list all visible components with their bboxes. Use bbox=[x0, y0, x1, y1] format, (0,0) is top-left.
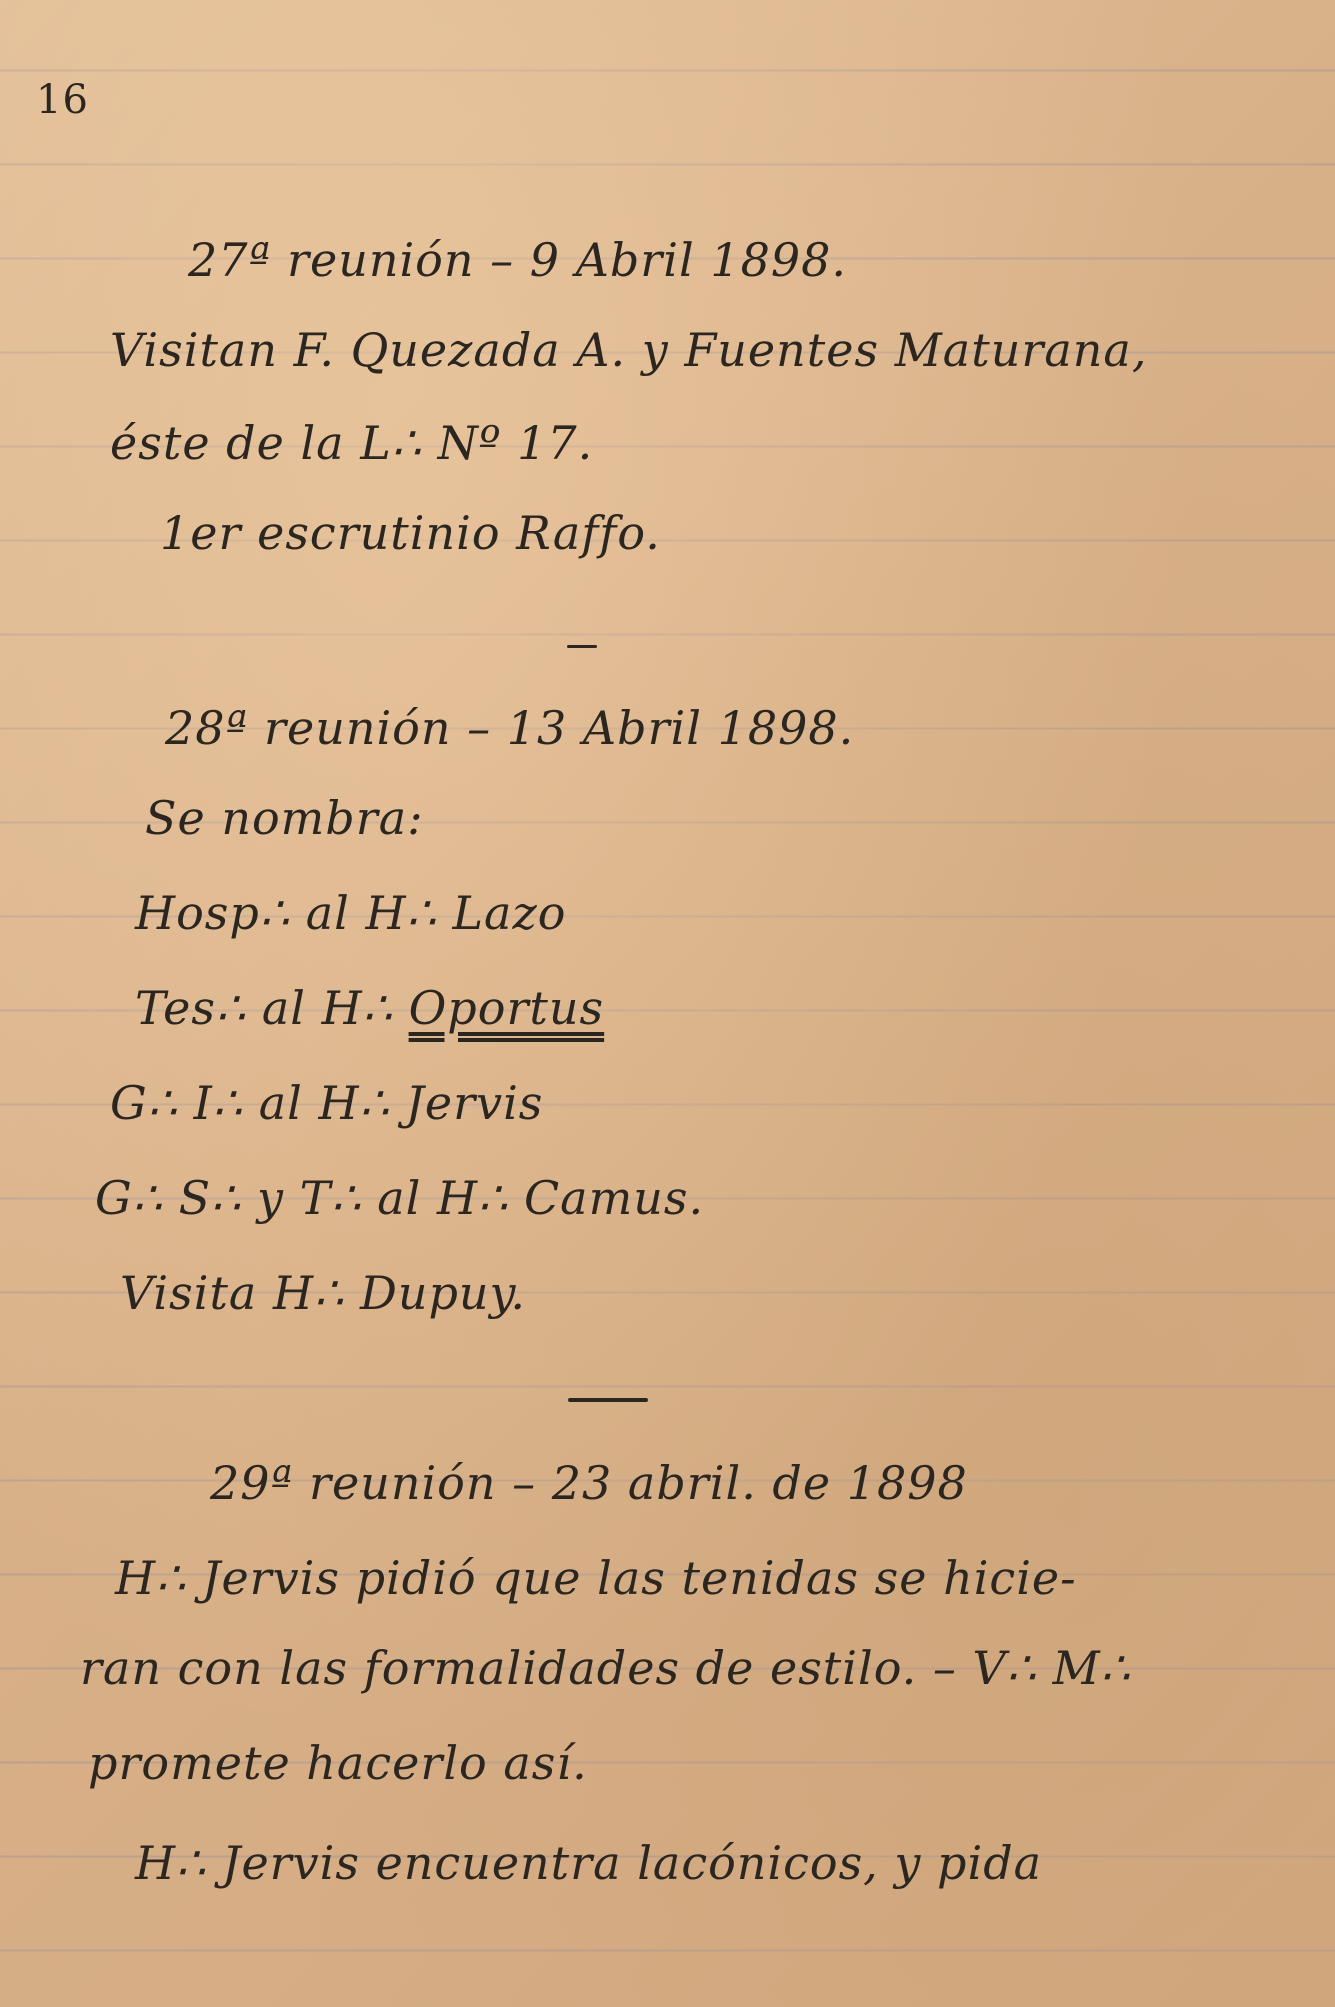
entry-28-line-2: Hosp∴ al H∴ Lazo bbox=[135, 886, 567, 940]
entry-heading-29: 29ª reunión – 23 abril. de 1898 bbox=[210, 1456, 968, 1510]
underlined-name: Oportus bbox=[408, 981, 605, 1035]
entry-28-line-3 bbox=[135, 980, 604, 1036]
entry-27-line-2: éste de la L∴ Nº 17. bbox=[110, 416, 594, 470]
entry-28-line-4: G∴ I∴ al H∴ Jervis bbox=[110, 1076, 544, 1130]
entry-28-line-3-text: Tes∴ al H∴ bbox=[135, 981, 409, 1035]
page-number: 16 bbox=[36, 77, 89, 123]
entry-27-line-3: 1er escrutinio Raffo. bbox=[160, 506, 661, 560]
section-separator bbox=[567, 645, 597, 648]
entry-28-line-5: G∴ S∴ y T∴ al H∴ Camus. bbox=[95, 1171, 705, 1225]
entry-29-line-1: H∴ Jervis pidió que las tenidas se hicie- bbox=[115, 1551, 1077, 1605]
section-separator bbox=[568, 1398, 648, 1402]
entry-heading-27: 27ª reunión – 9 Abril 1898. bbox=[188, 233, 848, 287]
entry-29-line-3: promete hacerlo así. bbox=[88, 1736, 588, 1790]
entry-29-line-2: ran con las formalidades de estilo. – V∴ M∴ bbox=[80, 1641, 1131, 1695]
entry-28-line-6: Visita H∴ Dupuy. bbox=[120, 1266, 527, 1320]
entry-27-line-1: Visitan F. Quezada A. y Fuentes Maturana, bbox=[110, 323, 1148, 377]
entry-29-line-4: H∴ Jervis encuentra lacónicos, y pida bbox=[135, 1836, 1043, 1890]
entry-heading-28: 28ª reunión – 13 Abril 1898. bbox=[165, 701, 855, 755]
entry-28-line-1: Se nombra: bbox=[145, 791, 424, 845]
